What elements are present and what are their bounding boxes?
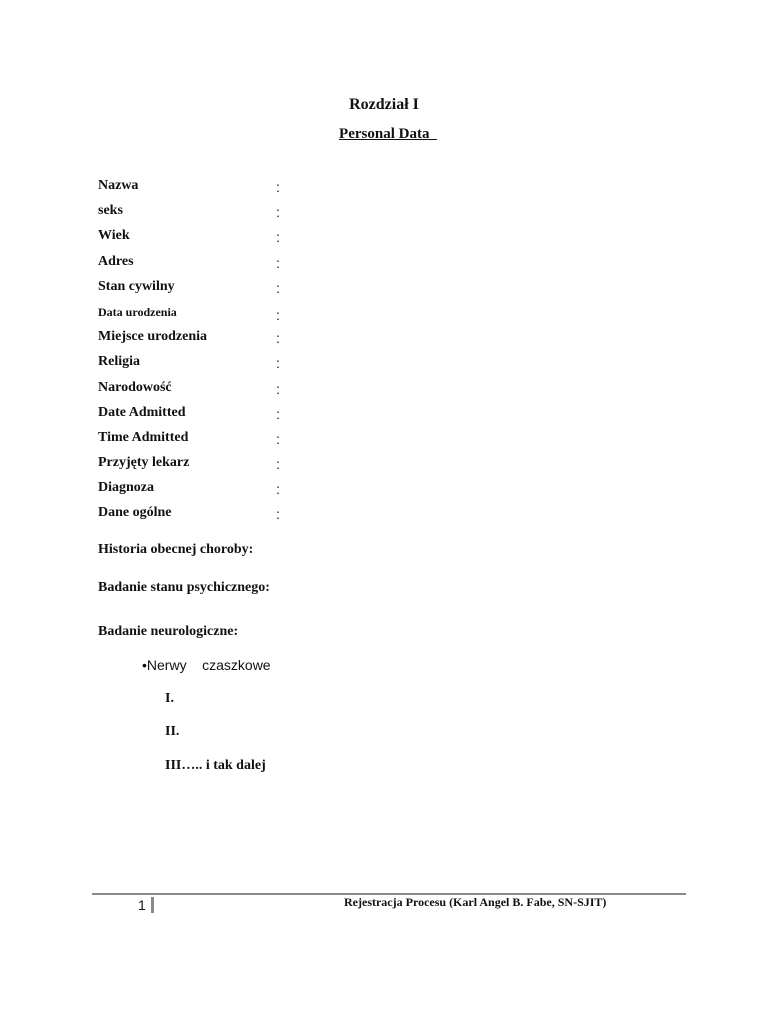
field-colon: : — [276, 330, 280, 347]
field-label: Diagnoza — [98, 480, 154, 496]
field-row-data-urodzenia — [98, 302, 398, 327]
field-colon: : — [276, 380, 280, 397]
field-label: Adres — [98, 253, 134, 269]
field-colon: : — [276, 204, 280, 221]
bullet-cranial-nerves: •Nerwy czaszkowe — [142, 657, 271, 673]
roman-item: II. — [165, 724, 180, 739]
field-colon: : — [276, 405, 280, 422]
field-row-przyjety-lekarz — [98, 453, 398, 478]
field-label: Data urodzenia — [98, 304, 177, 319]
field-label: Time Admitted — [98, 429, 189, 445]
field-label: Narodowość — [98, 379, 172, 395]
personal-data-fields — [98, 176, 398, 529]
field-row-wiek — [98, 226, 398, 251]
roman-item: I. — [165, 691, 174, 706]
field-colon: : — [276, 306, 280, 323]
page-number: 1 — [138, 897, 146, 913]
field-row-stan-cywilny — [98, 277, 398, 302]
field-label: Nazwa — [98, 178, 139, 193]
field-row-time-admitted — [98, 428, 398, 453]
field-row-date-admitted — [98, 403, 398, 428]
footer-text: Rejestracja Procesu (Karl Angel B. Fabe, SN-SJIT) — [344, 895, 607, 909]
field-label: Przyjęty lekarz — [98, 455, 190, 471]
field-row-adres — [98, 252, 398, 277]
roman-item: III….. i tak dalej — [165, 758, 266, 773]
field-colon: : — [276, 506, 280, 523]
field-label: Date Admitted — [98, 404, 186, 420]
field-row-dane-ogolne — [98, 503, 398, 528]
field-colon: : — [276, 279, 280, 296]
chapter-title: Rozdział I — [349, 96, 419, 113]
field-colon: : — [276, 481, 280, 498]
field-row-narodowosc — [98, 378, 398, 403]
heading-neuro-exam: Badanie neurologiczne: — [98, 624, 239, 639]
field-colon: : — [276, 254, 280, 271]
field-label: Religia — [98, 354, 140, 370]
section-title-text: Personal Data — [339, 126, 437, 142]
field-row-miejsce-urodzenia — [98, 327, 398, 352]
footer-bar — [151, 897, 154, 913]
field-label: Wiek — [98, 228, 130, 244]
field-label: Miejsce urodzenia — [98, 329, 207, 345]
field-row-religia — [98, 352, 398, 377]
heading-present-illness: Historia obecnej choroby: — [98, 542, 254, 557]
field-row-seks — [98, 201, 398, 226]
heading-mental-exam: Badanie stanu psychicznego: — [98, 580, 270, 595]
field-colon: : — [276, 229, 280, 246]
field-row-diagnoza — [98, 478, 398, 503]
field-colon: : — [276, 430, 280, 447]
field-colon: : — [276, 179, 280, 195]
field-label: seks — [98, 203, 123, 219]
field-colon: : — [276, 456, 280, 473]
section-title — [0, 126, 768, 143]
field-label: Dane ogólne — [98, 505, 172, 521]
field-row-nazwa — [98, 176, 398, 201]
field-colon: : — [276, 355, 280, 372]
field-label: Stan cywilny — [98, 278, 175, 294]
